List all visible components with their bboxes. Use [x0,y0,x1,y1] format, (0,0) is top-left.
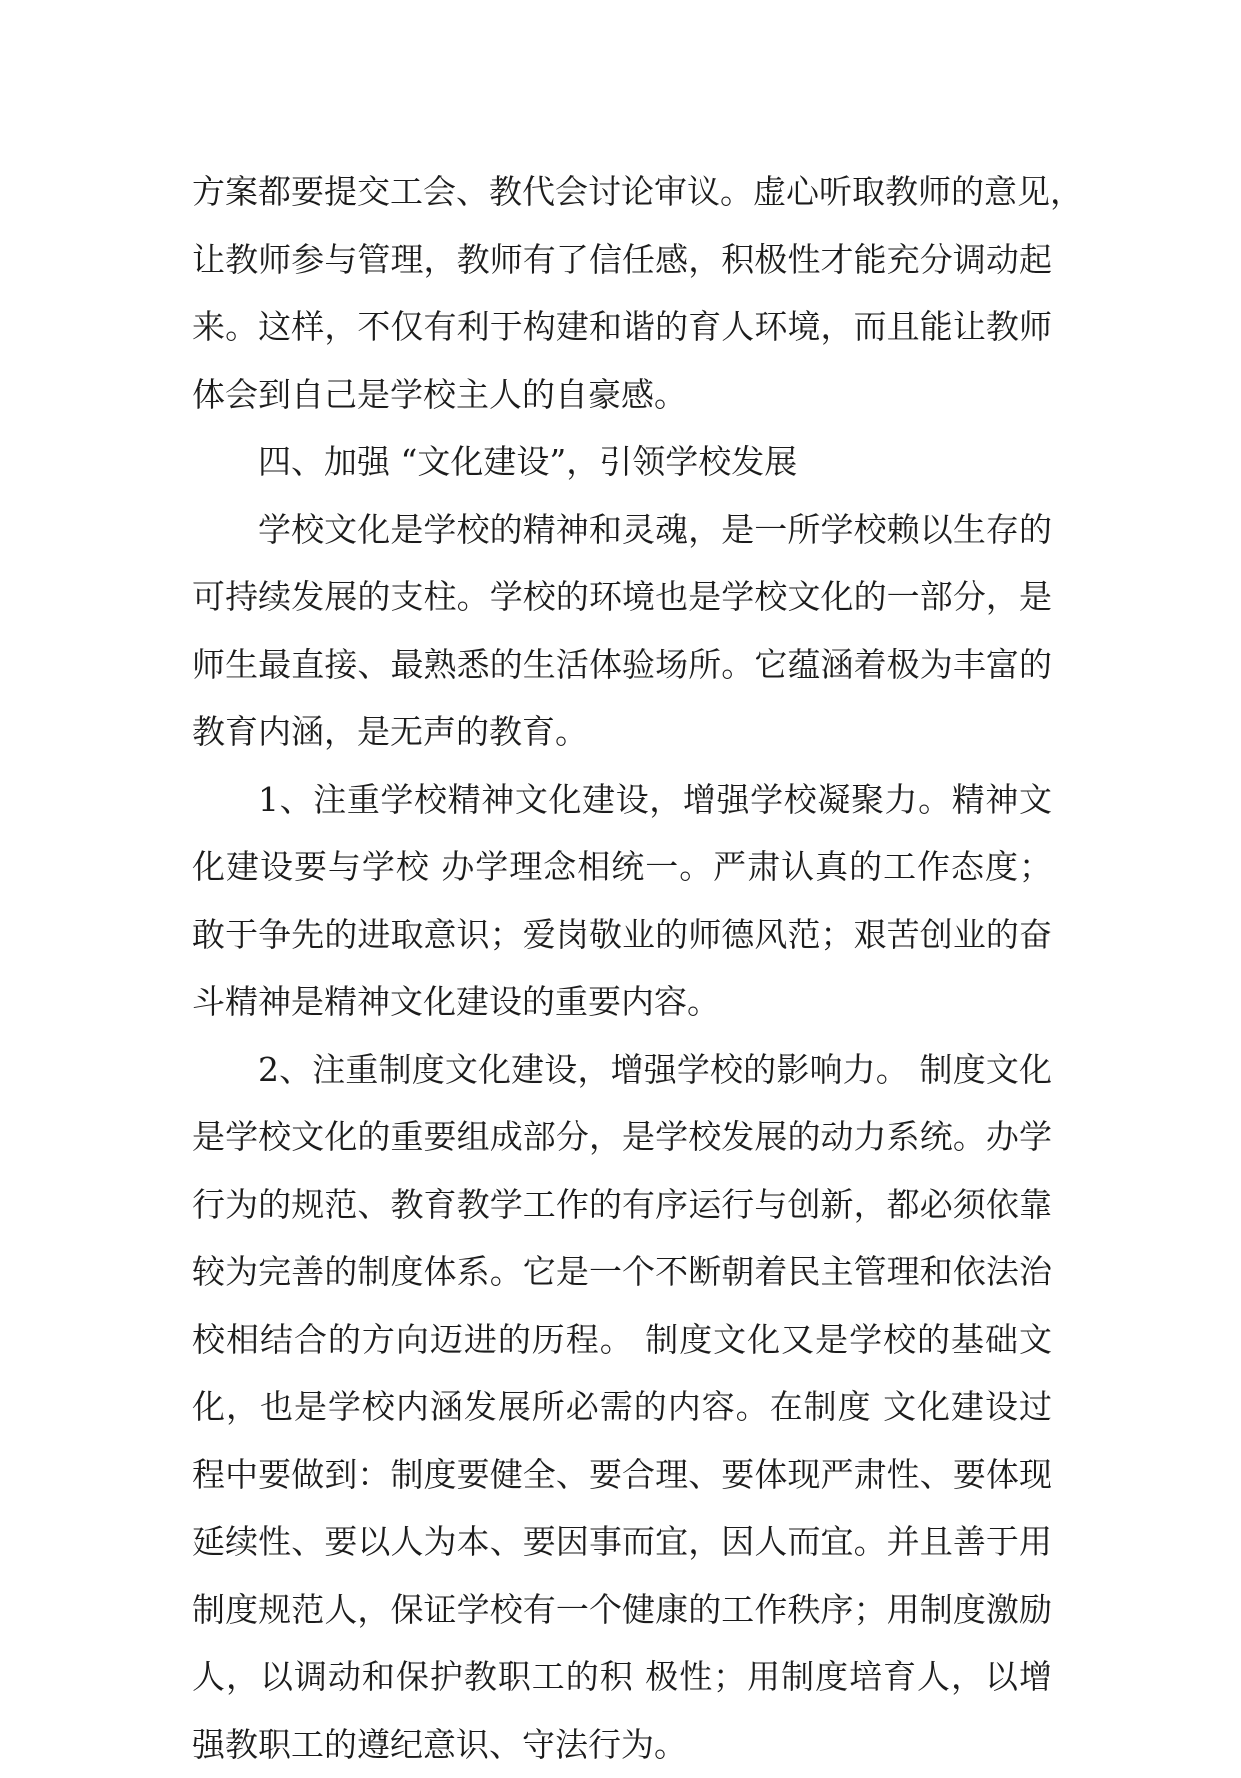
paragraph-line: 让教师参与管理，教师有了信任感，积极性才能充分调动起 [192,226,1052,294]
paragraph-line: 体会到自己是学校主人的自豪感。 [192,361,1052,429]
paragraph-line: 1、注重学校精神文化建设，增强学校凝聚力。精神文 [192,766,1052,834]
paragraph-line: 来。这样，不仅有利于构建和谐的育人环境，而且能让教师 [192,293,1052,361]
paragraph-line: 校相结合的方向迈进的历程。 制度文化又是学校的基础文 [192,1306,1052,1374]
paragraph-line: 化建设要与学校 办学理念相统一。严肃认真的工作态度； [192,833,1052,901]
paragraph-line: 学校文化是学校的精神和灵魂，是一所学校赖以生存的 [192,496,1052,564]
paragraph-line: 延续性、要以人为本、要因事而宜，因人而宜。并且善于用 [192,1508,1052,1576]
paragraph-line: 行为的规范、教育教学工作的有序运行与创新，都必须依靠 [192,1171,1052,1239]
paragraph-line: 程中要做到：制度要健全、要合理、要体现严肃性、要体现 [192,1441,1052,1509]
paragraph-line: 制度规范人，保证学校有一个健康的工作秩序；用制度激励 [192,1576,1052,1644]
paragraph-line: 2、注重制度文化建设，增强学校的影响力。 制度文化 [192,1036,1052,1104]
paragraph-line: 较为完善的制度体系。它是一个不断朝着民主管理和依法治 [192,1238,1052,1306]
paragraph-line: 化，也是学校内涵发展所必需的内容。在制度 文化建设过 [192,1373,1052,1441]
paragraph-line: 人，以调动和保护教职工的积 极性；用制度培育人，以增 [192,1643,1052,1711]
paragraph-line: 方案都要提交工会、教代会讨论审议。虚心听取教师的意见， [192,158,1052,226]
document-body [192,158,1052,1778]
paragraph-line: 教育内涵，是无声的教育。 [192,698,1052,766]
paragraph-line: 强教职工的遵纪意识、守法行为。 [192,1711,1052,1778]
section-heading: 四、加强 “文化建设”，引领学校发展 [192,428,1052,496]
paragraph-line: 可持续发展的支柱。学校的环境也是学校文化的一部分，是 [192,563,1052,631]
paragraph-line: 是学校文化的重要组成部分，是学校发展的动力系统。办学 [192,1103,1052,1171]
paragraph-line: 师生最直接、最熟悉的生活体验场所。它蕴涵着极为丰富的 [192,631,1052,699]
paragraph-line: 斗精神是精神文化建设的重要内容。 [192,968,1052,1036]
paragraph-line: 敢于争先的进取意识；爱岗敬业的师德风范；艰苦创业的奋 [192,901,1052,969]
